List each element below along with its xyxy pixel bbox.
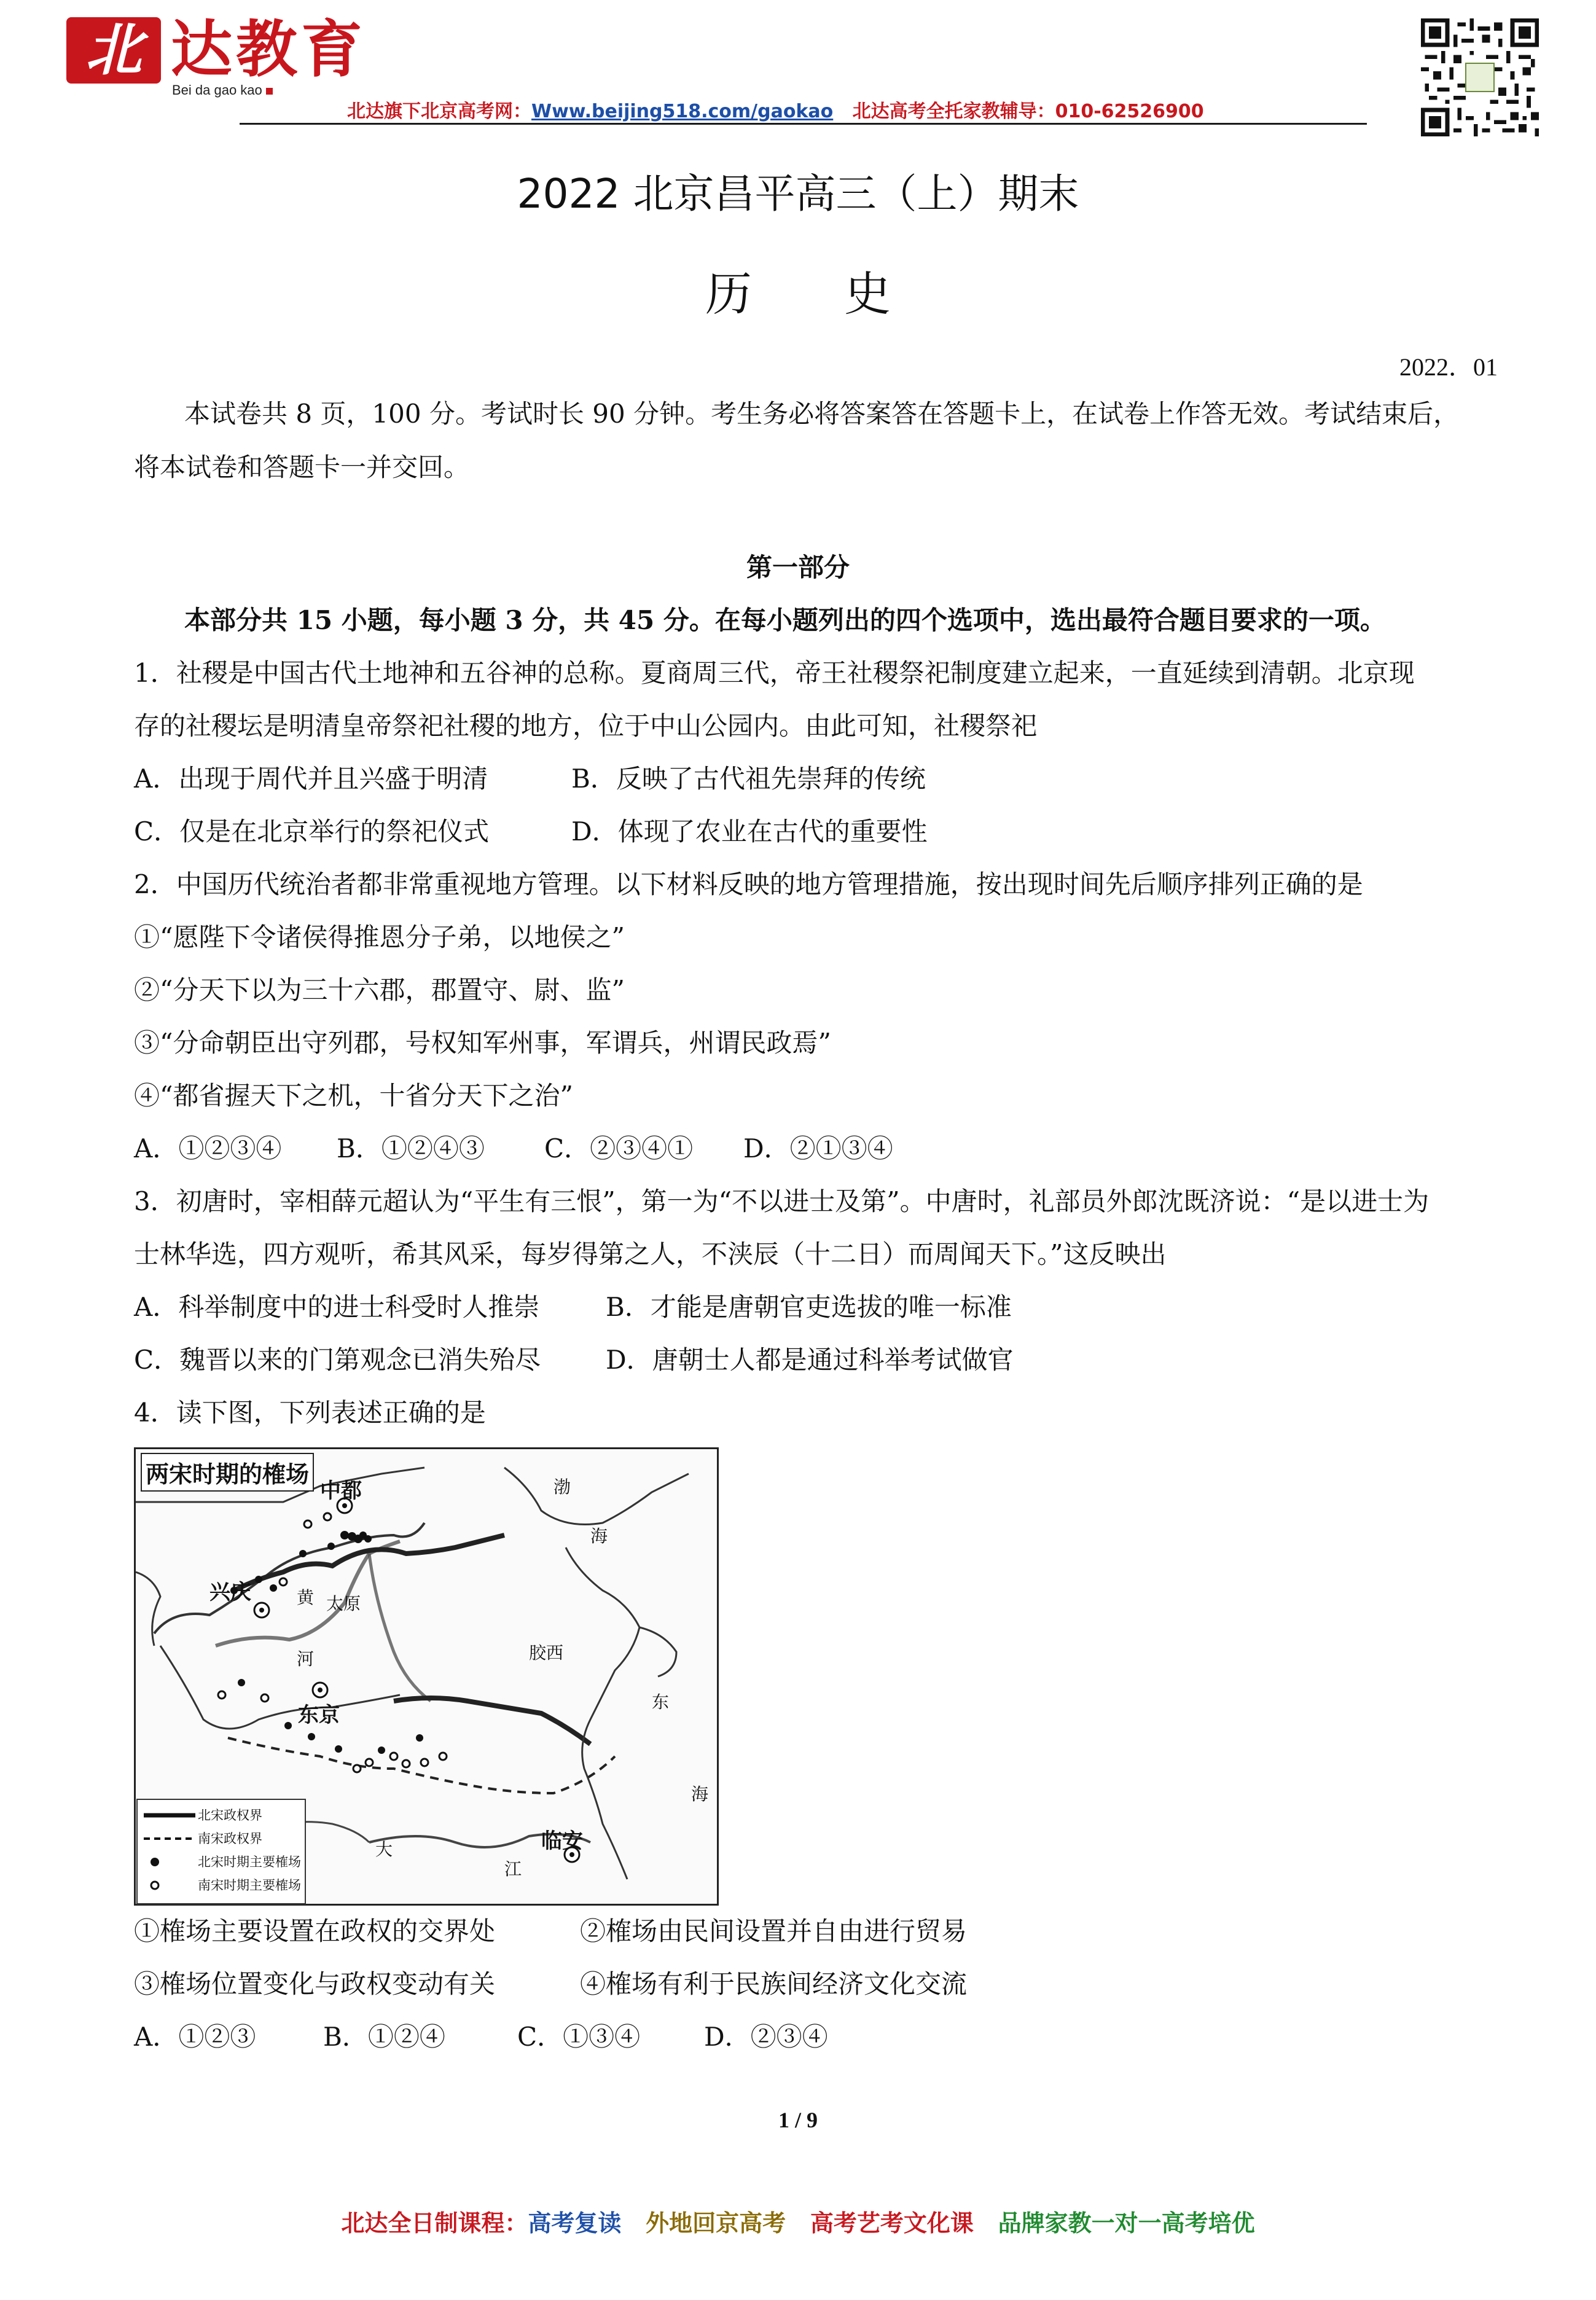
legend-north-border-label: 北宋政权界	[198, 1808, 262, 1823]
map-label-zhongdu: 中都	[320, 1479, 362, 1503]
footer-course-4: 品牌家教一对一高考培优	[998, 2210, 1255, 2237]
map-label-jiang: 江	[504, 1859, 522, 1879]
footer-course-3: 高考艺考文化课	[810, 2210, 974, 2237]
q1-option-b: B．反映了古代祖先崇拜的传统	[571, 764, 926, 794]
logo-mark: 北	[66, 17, 161, 84]
map-label-bo: 渤	[554, 1477, 571, 1497]
site-label: 北达旗下北京高考网：	[347, 101, 531, 122]
q4-option-a: A．①②③	[134, 2022, 256, 2052]
part-instruction: 本部分共 15 小题，每小题 3 分，共 45 分。在每小题列出的四个选项中，选出最符合题目要求的一项。	[184, 605, 1386, 635]
q1-option-c: C．仅是在北京举行的祭祀仪式	[134, 816, 490, 847]
solid-line-icon	[143, 1809, 198, 1821]
q2-option-d: D．②①③④	[743, 1133, 893, 1164]
footer-course-2: 外地回京高考	[646, 2210, 786, 2237]
map-label-he: 河	[297, 1649, 315, 1669]
q2-material-2: ②“分天下以为三十六郡，郡置守、尉、监”	[134, 975, 625, 1005]
exam-title: 2022 北京昌平高三（上）期末	[517, 170, 1079, 217]
footer-course-1: 高考复读	[528, 2210, 622, 2237]
map-label-hai-1: 海	[590, 1526, 608, 1546]
q2-material-1: ①“愿陛下令诸侯得推恩分子弟，以地侯之”	[134, 922, 625, 952]
site-url-link[interactable]: Www.beijing518.com/gaokao	[531, 101, 834, 122]
q2-option-a: A．①②③④	[134, 1133, 282, 1164]
map-label-taiyuan: 太原	[326, 1594, 361, 1614]
hollow-dot-icon	[143, 1879, 198, 1891]
map-legend	[136, 1799, 306, 1904]
map-label-jiaoxi: 胶西	[529, 1643, 564, 1663]
q2-material-4: ④“都省握天下之机，十省分天下之治”	[134, 1081, 573, 1111]
tutor-phone: 010-62526900	[1055, 101, 1204, 122]
q4-option-c: C．①③④	[517, 2022, 641, 2052]
q4-stem: 4．读下图，下列表述正确的是	[134, 1398, 486, 1428]
logo-pinyin	[172, 82, 273, 98]
legend-south-market	[143, 1875, 301, 1895]
footer-label: 北达全日制课程：	[341, 2210, 528, 2237]
q3-option-c: C．魏晋以来的门第观念已消失殆尽	[134, 1345, 541, 1375]
q4-statement-4: ④榷场有利于民族间经济文化交流	[580, 1969, 968, 1999]
tutor-label: 北达高考全托家教辅导：	[852, 101, 1055, 122]
map-label-xingqing: 兴庆	[209, 1580, 251, 1605]
q4-statement-1: ①榷场主要设置在政权的交界处	[134, 1916, 496, 1946]
q3-option-b: B．才能是唐朝官吏选拔的唯一标准	[606, 1292, 1012, 1322]
exam-subject: 历史	[705, 267, 983, 321]
part-heading: 第一部分	[746, 552, 850, 582]
qr-code-icon	[1421, 18, 1539, 136]
map-title: 两宋时期的榷场	[141, 1453, 314, 1492]
logo-pinyin-text: Bei da gao kao	[172, 82, 262, 98]
dashed-line-icon	[143, 1833, 198, 1845]
header-contact-line	[347, 96, 1204, 123]
map-label-lin-an: 临安	[541, 1829, 583, 1853]
legend-south-border	[143, 1828, 262, 1848]
q1-stem-line-1: 1．社稷是中国古代土地神和五谷神的总称。夏商周三代，帝王社稷祭祀制度建立起来，一直延续到清朝。北京现	[134, 658, 1415, 688]
q3-stem-line-2: 士林华选，四方观听，希其风采，每岁得第之人，不浃辰（十二日）而周闻天下。”这反映出	[134, 1239, 1167, 1269]
page-number: 1 / 9	[778, 2108, 818, 2132]
map-label-huang: 黄	[297, 1587, 315, 1608]
legend-north-market	[143, 1852, 301, 1871]
intro-line-1: 本试卷共 8 页，100 分。考试时长 90 分钟。考生务必将答案答在答题卡上，在试卷上作答无效。考试结束后，	[184, 399, 1460, 429]
map-label-hai-2: 海	[691, 1784, 709, 1804]
solid-dot-icon	[143, 1856, 198, 1868]
q3-option-d: D．唐朝士人都是通过科举考试做官	[606, 1345, 1014, 1375]
legend-south-border-label: 南宋政权界	[198, 1831, 262, 1846]
q2-option-c: C．②③④①	[544, 1133, 694, 1164]
header-divider	[240, 123, 1367, 125]
legend-north-market-label: 北宋时期主要榷场	[198, 1855, 301, 1869]
logo-square-icon	[266, 88, 273, 95]
q1-stem-line-2: 存的社稷坛是明清皇帝祭祀社稷的地方，位于中山公园内。由此可知，社稷祭祀	[134, 711, 1038, 741]
footer-courses	[0, 2204, 1596, 2238]
map-label-dongjing: 东京	[298, 1703, 340, 1727]
q2-stem: 2．中国历代统治者都非常重视地方管理。以下材料反映的地方管理措施，按出现时间先后顺序排列正确的是	[134, 869, 1363, 899]
legend-south-market-label: 南宋时期主要榷场	[198, 1878, 301, 1893]
q1-option-a: A．出现于周代并且兴盛于明清	[134, 764, 488, 794]
legend-north-border	[143, 1805, 262, 1825]
exam-date: 2022．01	[1399, 353, 1498, 381]
q4-statement-2: ②榷场由民间设置并自由进行贸易	[580, 1916, 968, 1946]
map-label-da: 大	[375, 1839, 393, 1860]
logo-text: 达教育	[171, 13, 366, 85]
intro-line-2: 将本试卷和答题卡一并交回。	[134, 452, 470, 482]
q4-option-d: D．②③④	[704, 2022, 828, 2052]
q3-stem-line-1: 3．初唐时，宰相薛元超认为“平生有三恨”，第一为“不以进士及第”。中唐时，礼部员外郎沈既济说：“是以进士为	[134, 1186, 1430, 1216]
map-label-dong: 东	[652, 1692, 670, 1712]
q2-material-3: ③“分命朝臣出守列郡，号权知军州事，军谓兵，州谓民政焉”	[134, 1028, 831, 1058]
q3-option-a: A．科举制度中的进士科受时人推崇	[134, 1292, 540, 1322]
q4-statement-3: ③榷场位置变化与政权变动有关	[134, 1969, 496, 1999]
q1-option-d: D．体现了农业在古代的重要性	[571, 816, 928, 847]
q2-option-b: B．①②④③	[337, 1133, 485, 1164]
q4-option-b: B．①②④	[323, 2022, 445, 2052]
